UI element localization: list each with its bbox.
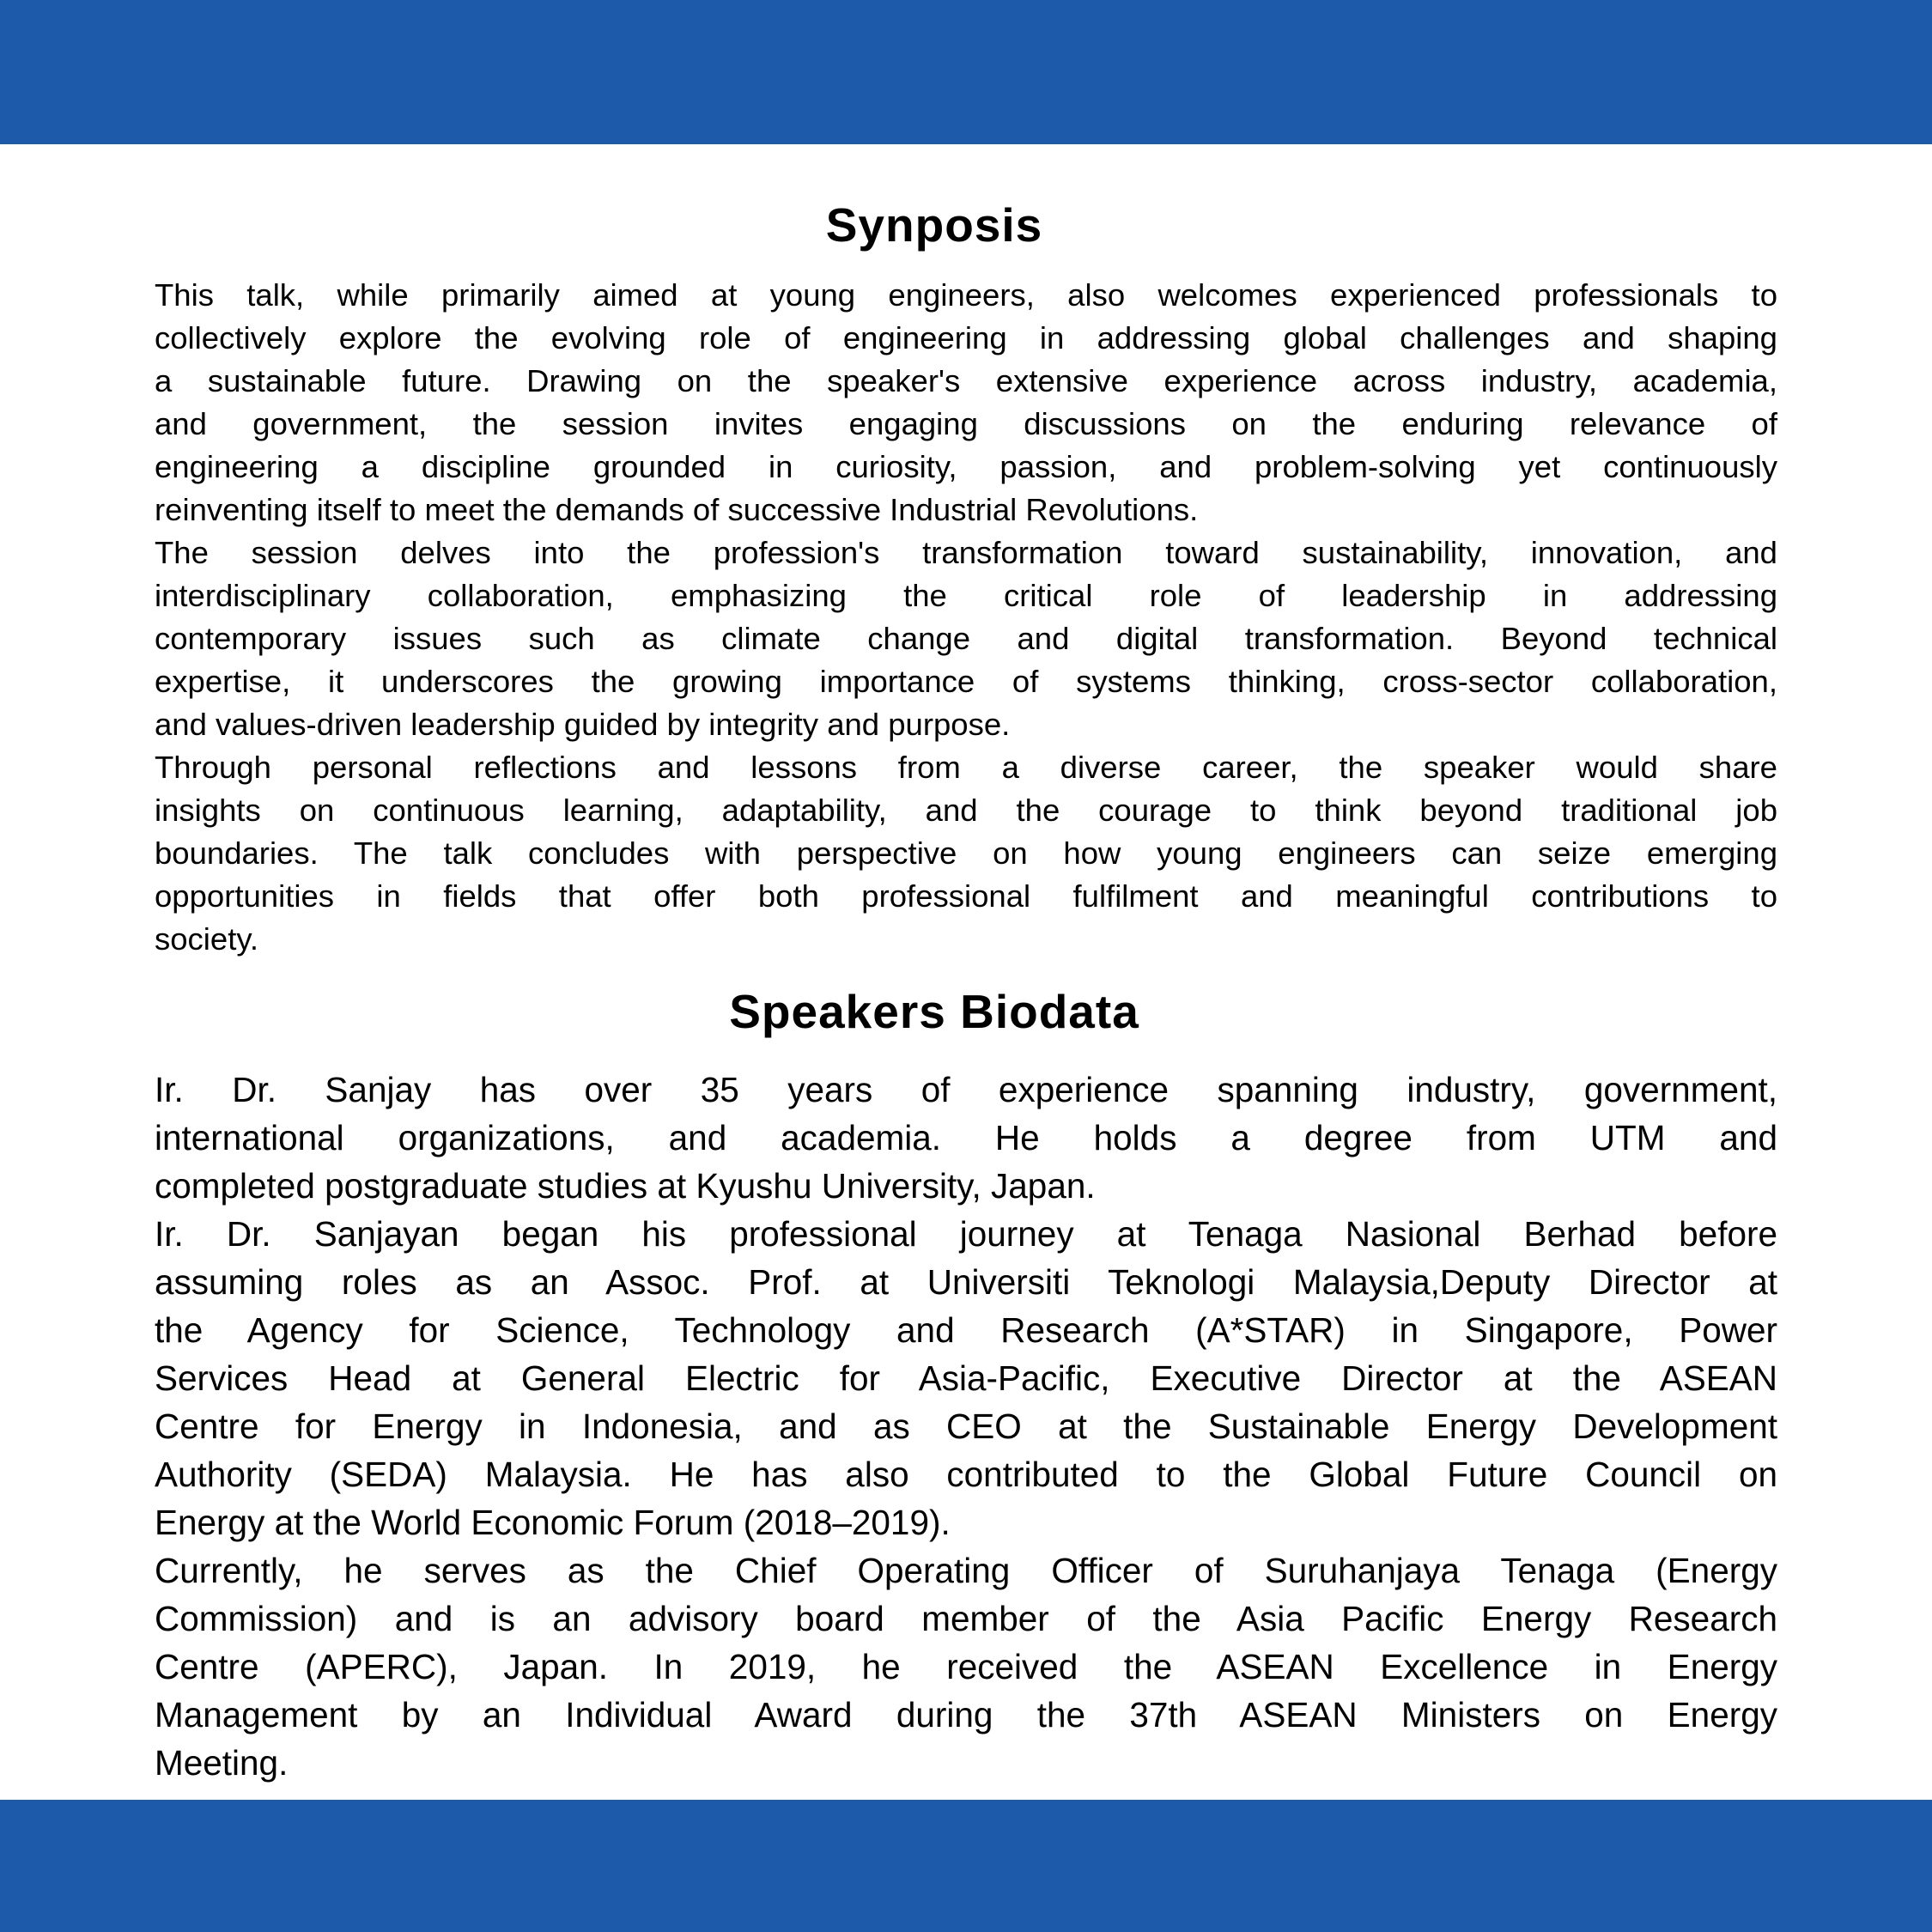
paragraph: [155, 1066, 1777, 1210]
text-line: Centre for Energy in Indonesia, and as CEO at the Sustainable Energy Development: [155, 1406, 1777, 1446]
text-line: Meeting.: [155, 1743, 289, 1783]
text-line: and government, the session invites engaging discussions on the enduring relevance of: [155, 406, 1777, 441]
text-line: Energy at the World Economic Forum (2018–2019).: [155, 1503, 951, 1542]
text-line: Centre (APERC), Japan. In 2019, he received the ASEAN Excellence in Energy: [155, 1647, 1777, 1686]
synopsis-title: Synposis: [825, 198, 1043, 252]
text-line: Ir. Dr. Sanjay has over 35 years of experience spanning industry, government,: [155, 1070, 1777, 1109]
paragraph: [155, 532, 1777, 746]
text-line: Services Head at General Electric for Asia-Pacific, Executive Director at the ASEAN: [155, 1358, 1777, 1398]
text-line: a sustainable future. Drawing on the speaker's extensive experience across industry, academia,: [155, 363, 1777, 398]
text-line: contemporary issues such as climate change and digital transformation. Beyond technical: [155, 621, 1777, 656]
text-line: boundaries. The talk concludes with perspective on how young engineers can seize emerging: [155, 835, 1777, 871]
text-line: the Agency for Science, Technology and Research (A*STAR) in Singapore, Power: [155, 1310, 1777, 1350]
text-line: completed postgraduate studies at Kyushu University, Japan.: [155, 1166, 1096, 1206]
synopsis-text: [155, 274, 1777, 961]
paragraph: [155, 1210, 1777, 1546]
text-line: engineering a discipline grounded in curiosity, passion, and problem-solving yet continuously: [155, 449, 1777, 484]
text-line: expertise, it underscores the growing importance of systems thinking, cross-sector collaboration,: [155, 664, 1777, 699]
text-line: Ir. Dr. Sanjayan began his professional journey at Tenaga Nasional Berhad before: [155, 1214, 1777, 1254]
text-line: Management by an Individual Award during the 37th ASEAN Ministers on Energy: [155, 1695, 1777, 1735]
paragraph: [155, 746, 1777, 961]
text-line: and values-driven leadership guided by integrity and purpose.: [155, 707, 1011, 742]
text-line: Through personal reflections and lessons from a diverse career, the speaker would share: [155, 750, 1777, 785]
paragraph: [155, 274, 1777, 532]
speakers-biodata-text: [155, 1066, 1777, 1787]
text-line: assuming roles as an Assoc. Prof. at Universiti Teknologi Malaysia,Deputy Director at: [155, 1262, 1777, 1302]
speakers-biodata-title: Speakers Biodata: [729, 985, 1139, 1038]
text-line: opportunities in fields that offer both professional fulfilment and meaningful contributions to: [155, 878, 1777, 914]
text-line: insights on continuous learning, adaptability, and the courage to think beyond traditional job: [155, 793, 1777, 828]
text-line: Commission) and is an advisory board member of the Asia Pacific Energy Research: [155, 1599, 1777, 1638]
text-line: Currently, he serves as the Chief Operating Officer of Suruhanjaya Tenaga (Energy: [155, 1551, 1777, 1590]
text-line: reinventing itself to meet the demands of successive Industrial Revolutions.: [155, 492, 1199, 527]
paragraph: [155, 1546, 1777, 1787]
text-line: This talk, while primarily aimed at young engineers, also welcomes experienced professionals to: [155, 277, 1777, 313]
top-banner: [0, 0, 1932, 144]
text-line: international organizations, and academia. He holds a degree from UTM and: [155, 1118, 1777, 1157]
bottom-banner: [0, 1800, 1932, 1932]
text-line: Authority (SEDA) Malaysia. He has also contributed to the Global Future Council on: [155, 1455, 1777, 1494]
text-line: collectively explore the evolving role of engineering in addressing global challenges and shaping: [155, 320, 1777, 355]
text-line: interdisciplinary collaboration, emphasizing the critical role of leadership in addressing: [155, 578, 1777, 613]
text-line: society.: [155, 921, 259, 957]
text-line: The session delves into the profession's transformation toward sustainability, innovation, and: [155, 535, 1777, 570]
